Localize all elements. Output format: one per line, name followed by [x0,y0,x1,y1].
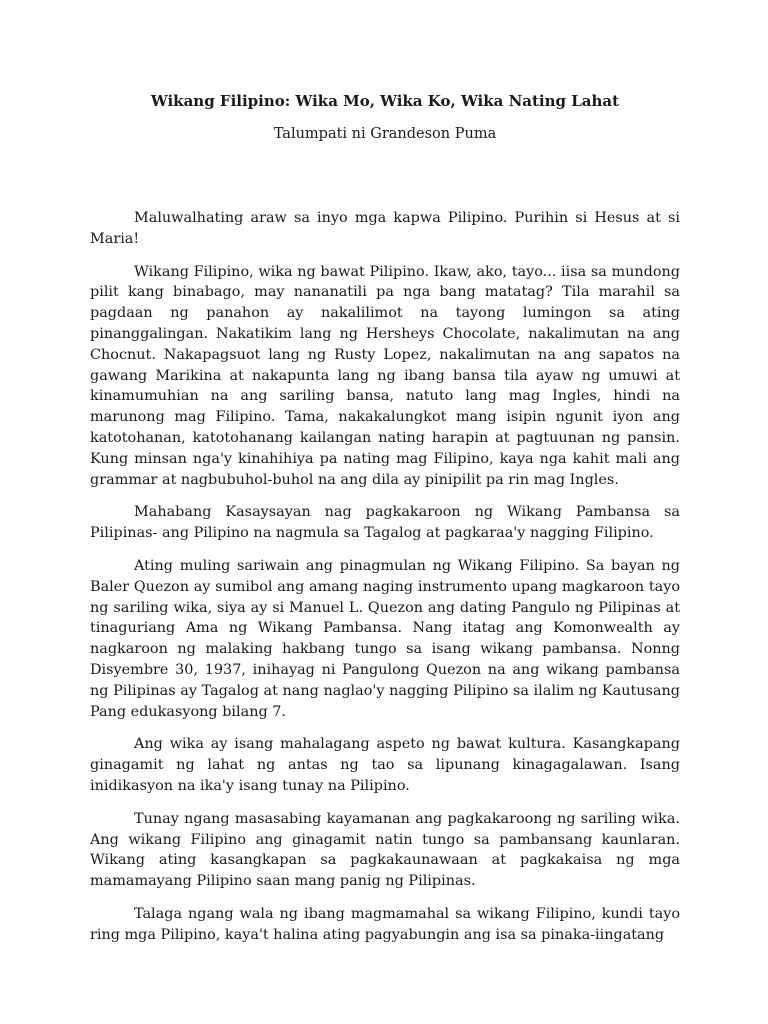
document-page [90,90,680,958]
paragraph: Talaga ngang wala ng ibang magmamahal sa wikang Filipino, kundi tayo ring mga Pilipino, kaya't halina ating pagyabungin ang isa sa pinaka-iingatang [90,905,680,943]
paragraph: Maluwalhating araw sa inyo mga kapwa Pilipino. Purihin si Hesus at si Maria! [90,210,680,247]
document-title: Wikang Filipino: Wika Mo, Wika Ko, Wika Nating Lahat [150,92,620,110]
paragraph: Ang wika ay isang mahalagang aspeto ng bawat kultura. Kasangkapang ginagamit ng lahat ng antas ng tao sa lipunang kinagagalawan. Isang inidikasyon na ika'y isang tunay na Pilipino. [90,736,680,794]
document-body [90,208,680,946]
paragraph: Wikang Filipino, wika ng bawat Pilipino. Ikaw, ako, tayo... iisa sa mundong pilit kang binabago, may nananatili pa nga bang matatag? Tila marahil sa pagdaan ng panahon ay nakalilimot na tayong lumingon sa ating pinanggalingan. Nakatikim lang ng Hersheys Chocolate, nakalimutan na ang Chocnut. Nakapagsuot lang ng Rusty Lopez, nakalimutan na ang sapatos na gawang Marikina at nakapunta lang ng ibang bansa tila ayaw ng umuwi at kinamumuhian na ang sariling bansa, natuto lang mag Ingles, hindi na marunong mag Filipino. Tama, nakakalungkot mang isipin ngunit iyon ang katotohanan, katotohanang kailangan nating harapin at pagtuunan ng pansin. Kung minsan nga'y kinahihiya pa nating mag Filipino, kaya nga kahit mali ang grammar at nagbubuhol-buhol na ang dila ay pinipilit pa rin mag Ingles. [90,263,680,488]
paragraph: Mahabang Kasaysayan nag pagkakaroon ng Wikang Pambansa sa Pilipinas- ang Pilipino na nagmula sa Tagalog at pagkaraa'y nagging Filipino. [90,504,680,542]
paragraph: Ating muling sariwain ang pinagmulan ng Wikang Filipino. Sa bayan ng Baler Quezon ay sumibol ang amang naging instrumento upang magkaroon tayo ng sariling wika, siya ay si Manuel L. Quezon ang dating Pangulo ng Pilipinas at tinaguriang Ama ng Wikang Pambansa. Nang itatag ang Komonwealth ay nagkaroon ng malaking hakbang tungo sa isang wikang pambansa. Nonng Disyembre 30, 1937, inihayag ni Pangulong Quezon na ang wikang pambansa ng Pilipinas ay Tagalog at nang naglao'y nagging Pilipino sa ilalim ng Kautusang Pang edukasyong bilang 7. [90,557,680,720]
document-subtitle: Talumpati ni Grandeson Puma [273,126,497,142]
paragraph: Tunay ngang masasabing kayamanan ang pagkakaroong ng sariling wika. Ang wikang Filipino ang ginagamit natin tungo sa pambansang kaunlaran. Wikang ating kasangkapan sa pagkakaunawaan at pagkakaisa ng mga mamamayang Pilipino saan mang panig ng Pilipinas. [90,810,680,890]
